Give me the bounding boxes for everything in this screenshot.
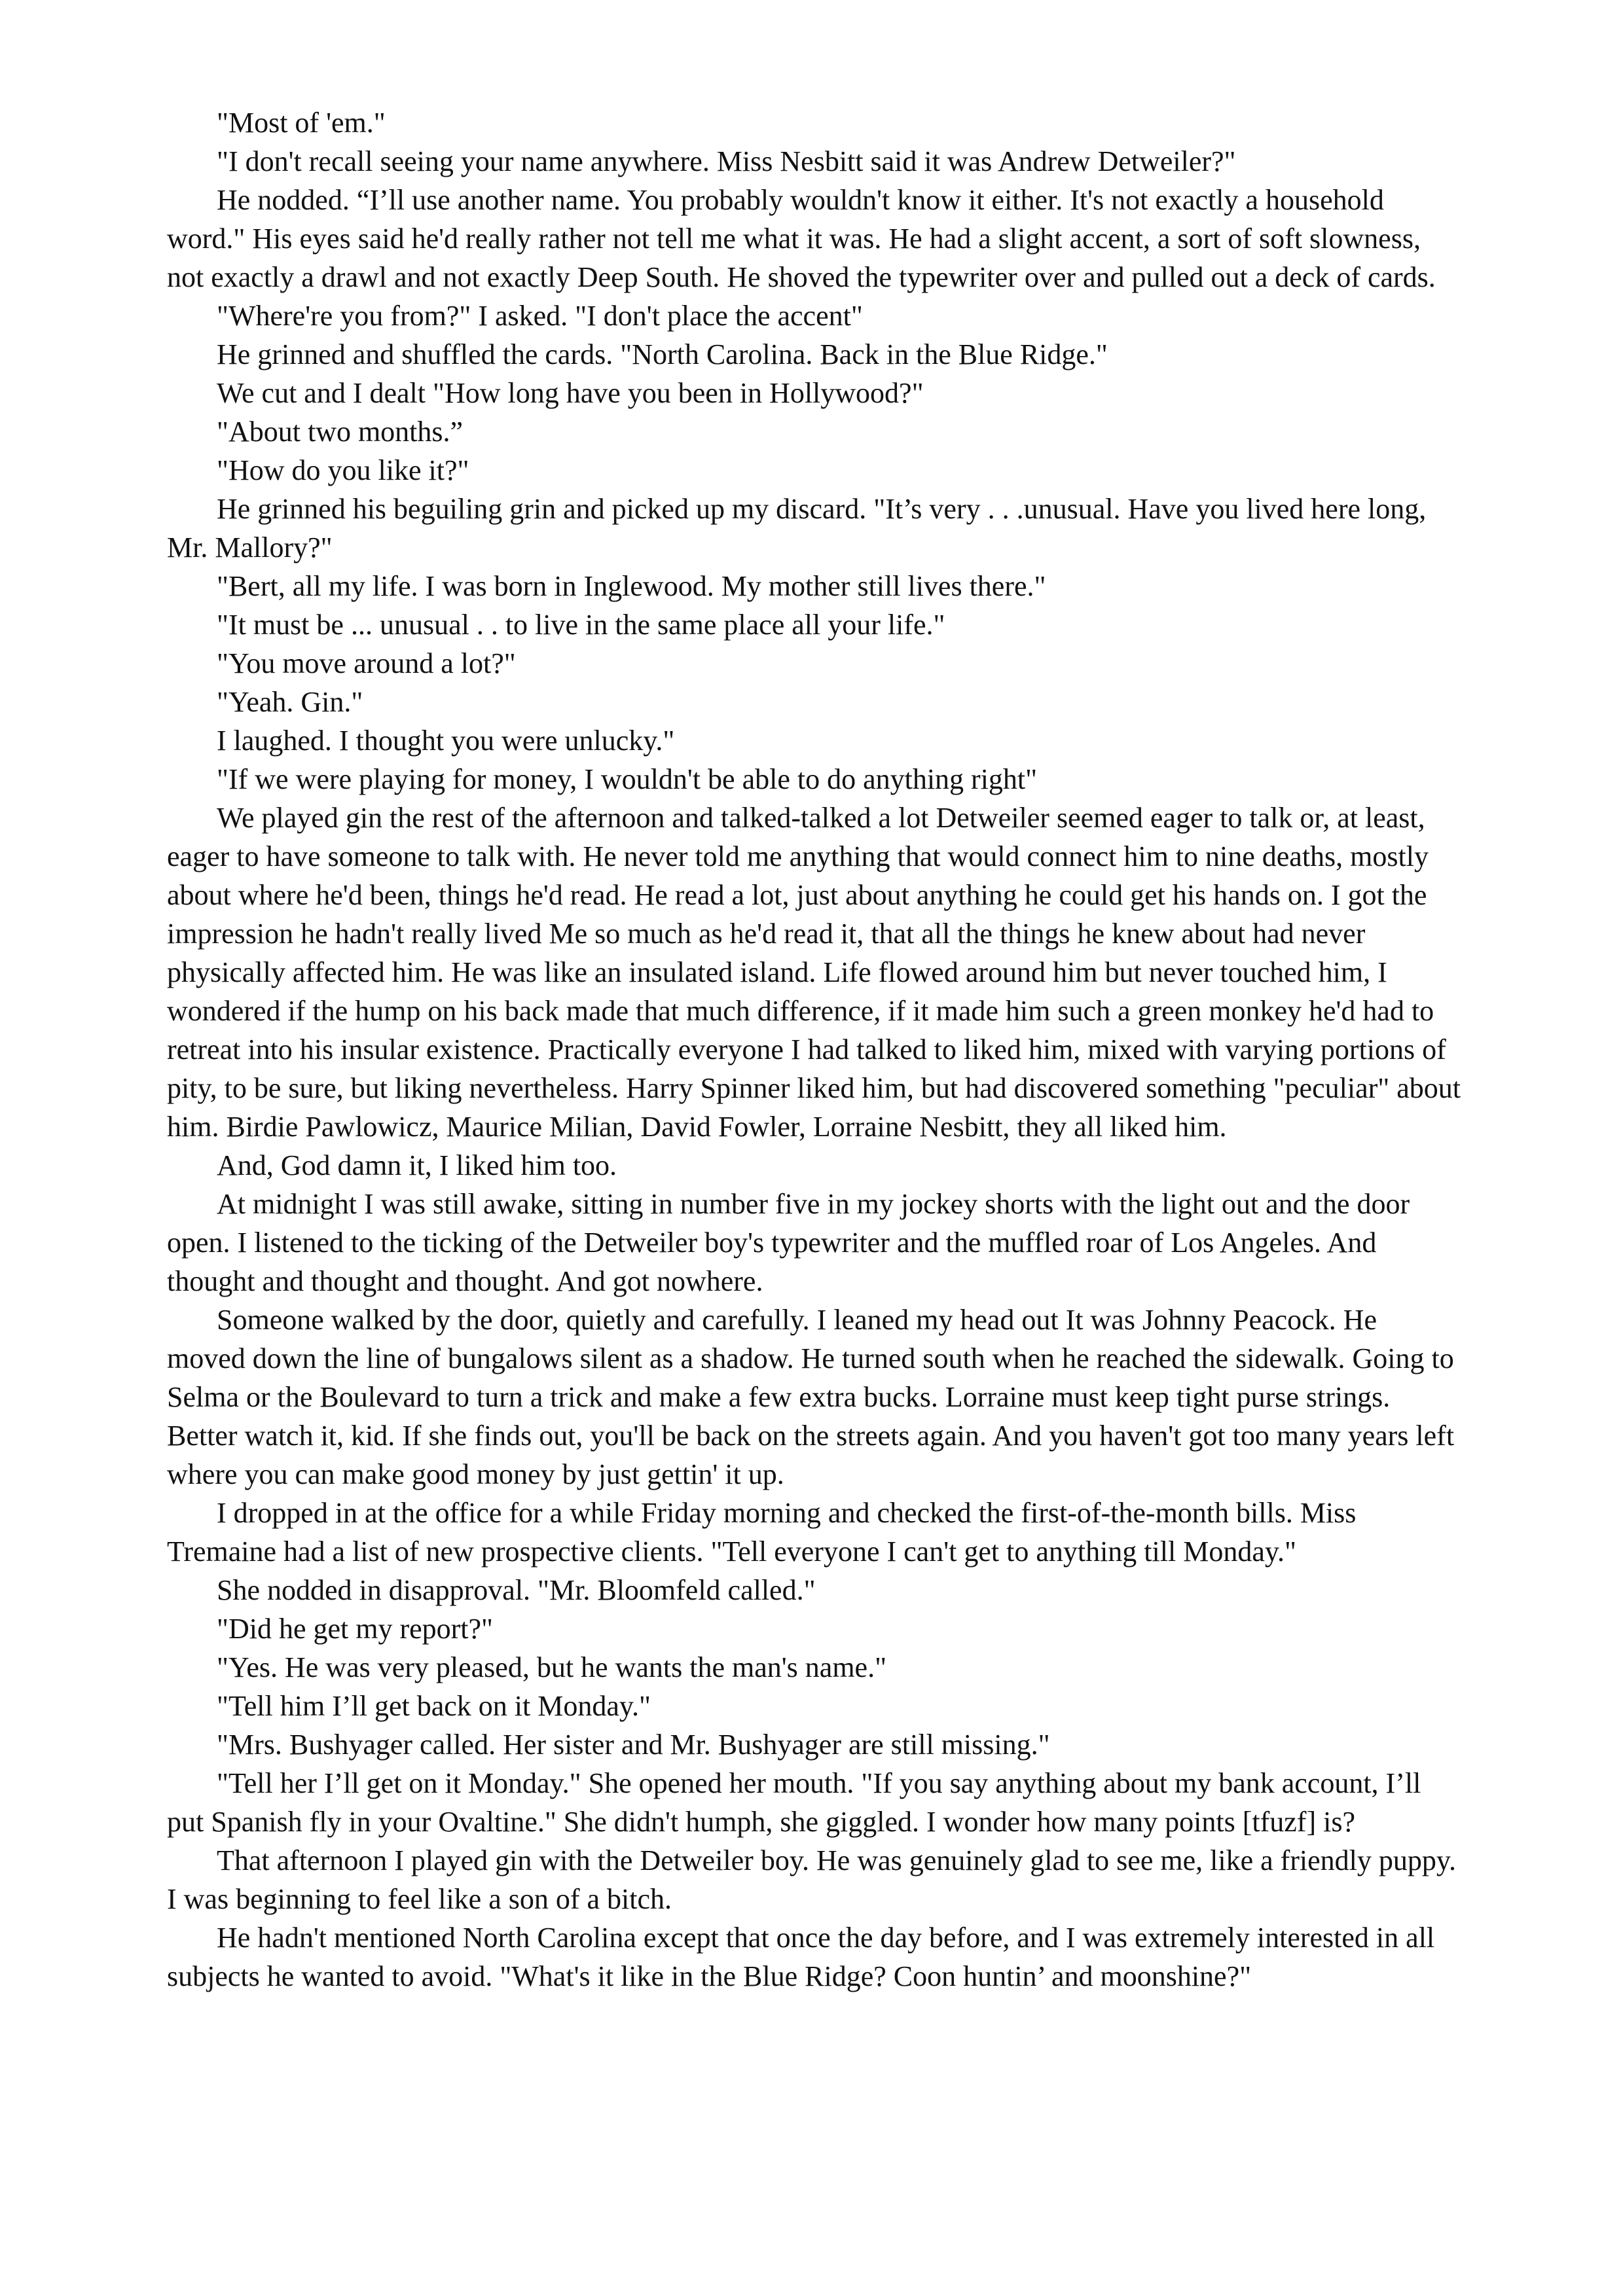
paragraph: "I don't recall seeing your name anywhere. Miss Nesbitt said it was Andrew Detweiler?" — [217, 145, 1236, 177]
paragraph: "About two months.” — [217, 416, 464, 448]
paragraph: "Mrs. Bushyager called. Her sister and Mr. Bushyager are still missing." — [217, 1729, 1050, 1761]
paragraph: At midnight I was still awake, sitting in number five in my jockey shorts with the light out and the door open. I listened to the ticking of the Detweiler boy's typewriter and the muffled roar of Los Angeles. And thought and thought and thought. And got nowhere. — [167, 1188, 1410, 1297]
paragraph: He hadn't mentioned North Carolina except that once the day before, and I was extremely interested in all subjects he wanted to avoid. "What's it like in the Blue Ridge? Coon huntin’ and moonshine?" — [167, 1922, 1435, 1992]
paragraph: She nodded in disapproval. "Mr. Bloomfeld called." — [217, 1574, 816, 1606]
paragraph: He grinned and shuffled the cards. "North Carolina. Back in the Blue Ridge." — [217, 338, 1108, 370]
paragraph: "Bert, all my life. I was born in Inglewood. My mother still lives there." — [217, 570, 1046, 602]
paragraph: "Most of 'em." — [217, 107, 386, 139]
paragraph: We played gin the rest of the afternoon and talked-talked a lot Detweiler seemed eager to talk or, at least, eager to have someone to talk with. He never told me anything that would connect him to nine deaths, mostly about where he'd been, things he'd read. He read a lot, just about anything he could get his hands on. I got the impression he hadn't really lived Me so much as he'd read it, that all the things he knew about had never physically affected him. He was like an insulated island. Life flowed around him but never touched him, I wondered if the hump on his back made that much difference, if it made him such a green monkey he'd had to retreat into his insular existence. Practically everyone I had talked to liked him, mixed with varying portions of pity, to be sure, but liking nevertheless. Harry Spinner liked him, but had discovered something "peculiar" about him. Birdie Pawlowicz, Maurice Milian, David Fowler, Lorraine Nesbitt, they all liked him. — [167, 802, 1461, 1143]
paragraph: That afternoon I played gin with the Detweiler boy. He was genuinely glad to see me, like a friendly puppy. I was beginning to feel like a son of a bitch. — [167, 1844, 1457, 1915]
paragraph: "Where're you from?" I asked. "I don't place the accent" — [217, 300, 863, 332]
paragraph: I laughed. I thought you were unlucky." — [217, 725, 675, 757]
paragraph: "Yeah. Gin." — [217, 686, 363, 718]
paragraph: He nodded. “I’ll use another name. You probably wouldn't know it either. It's not exactly a household word." His eyes said he'd really rather not tell me what it was. He had a slight accent, a sort of soft slowness, not exactly a drawl and not exactly Deep South. He shoved the typewriter over and pulled out a deck of cards. — [167, 184, 1436, 293]
paragraph: "It must be ... unusual . . to live in the same place all your life." — [217, 609, 945, 641]
paragraph: Someone walked by the door, quietly and carefully. I leaned my head out It was Johnny Peacock. He moved down the line of bungalows silent as a shadow. He turned south when he reached the sidewalk. Going to Selma or the Boulevard to turn a trick and make a few extra bucks. Lorraine must keep tight purse strings. Better watch it, kid. If she finds out, you'll be back on the streets again. And you haven't got too many years left where you can make good money by just gettin' it up. — [167, 1304, 1455, 1490]
paragraph: "Tell her I’ll get on it Monday." She opened her mouth. "If you say anything about my bank account, I’ll put Spanish fly in your Ovaltine." She didn't humph, she giggled. I wonder how many points [tfuzf] is? — [167, 1767, 1421, 1838]
paragraph: We cut and I dealt "How long have you been in Hollywood?" — [217, 377, 924, 409]
paragraph: "Yes. He was very pleased, but he wants the man's name." — [217, 1651, 887, 1683]
body-text — [167, 103, 1462, 1996]
paragraph: "Tell him I’ll get back on it Monday." — [217, 1690, 651, 1722]
paragraph: He grinned his beguiling grin and picked up my discard. "It’s very . . .unusual. Have you lived here long, Mr. Mallory?" — [167, 493, 1427, 564]
paragraph: I dropped in at the office for a while Friday morning and checked the first-of-the-month bills. Miss Tremaine had a list of new prospective clients. "Tell everyone I can't get to anything till Monday." — [167, 1497, 1357, 1568]
paragraph: "You move around a lot?" — [217, 647, 516, 679]
paragraph: "If we were playing for money, I wouldn't be able to do anything right" — [217, 763, 1038, 795]
paragraph: And, God damn it, I liked him too. — [217, 1149, 617, 1181]
paragraph: "Did he get my report?" — [217, 1613, 494, 1645]
paragraph: "How do you like it?" — [217, 454, 469, 486]
